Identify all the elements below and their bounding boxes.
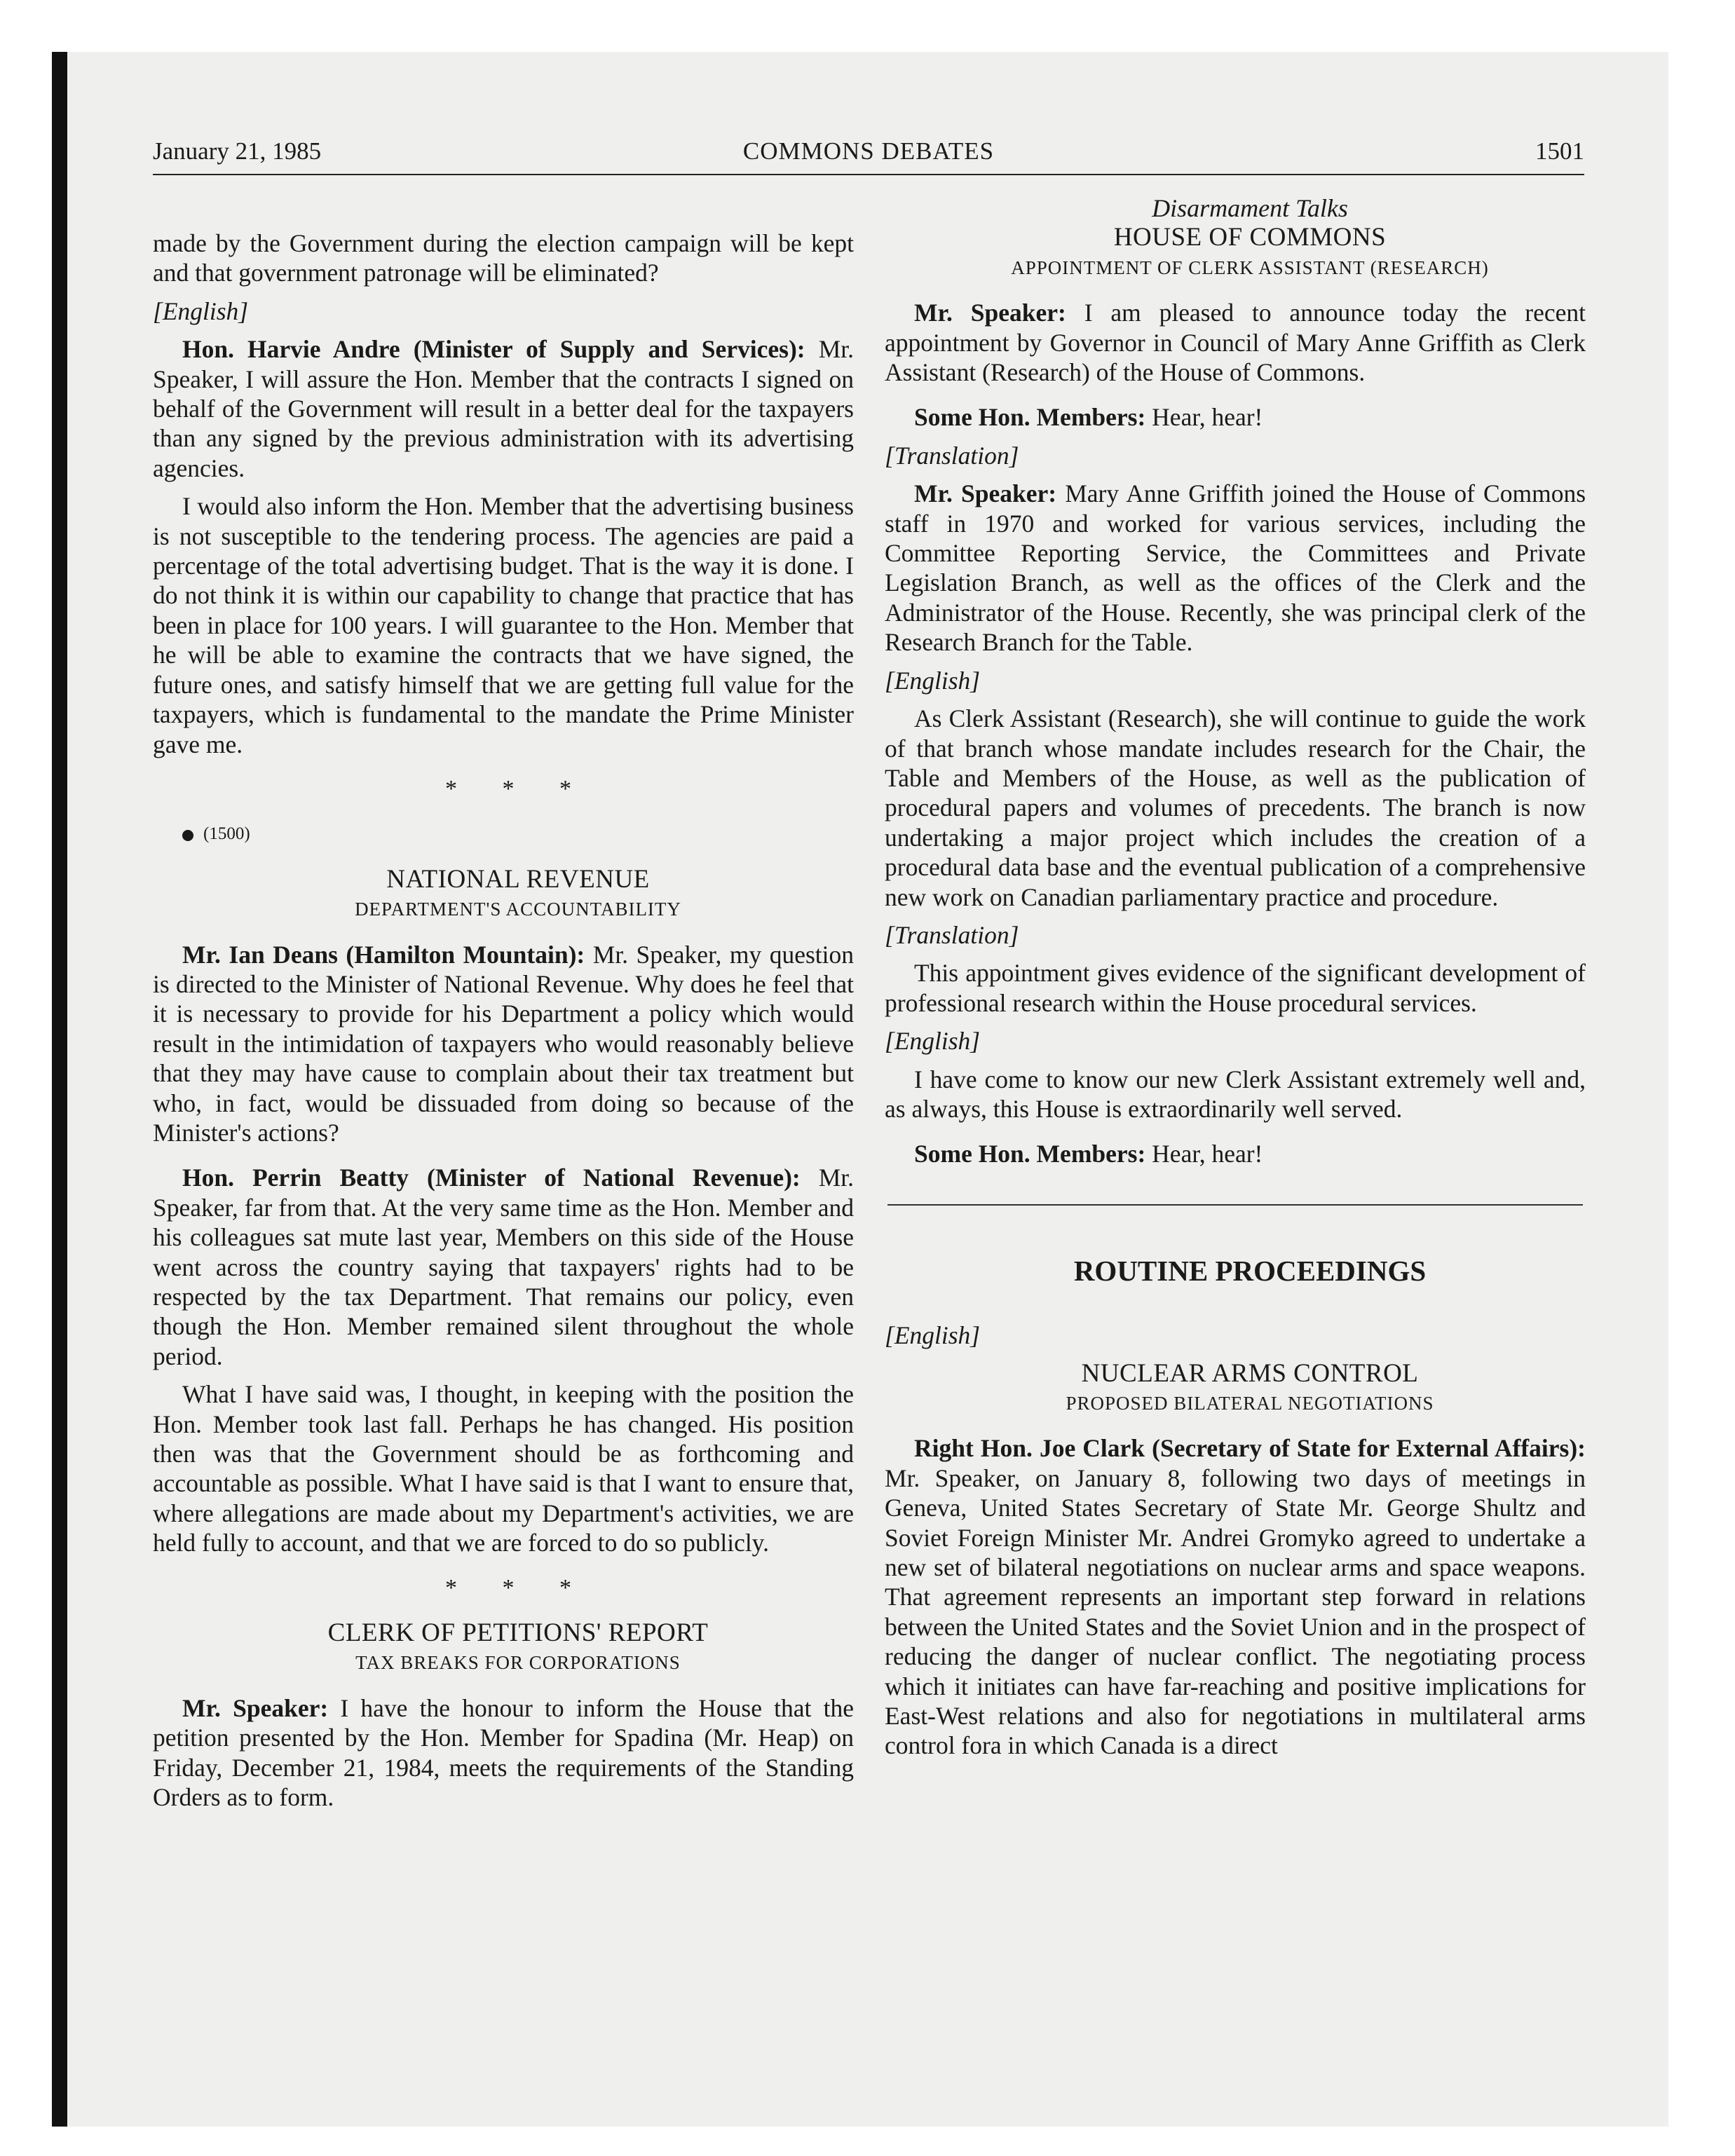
speech-clark [885,1433,1586,1760]
speech-text: Mr. Speaker, on January 8, following two days of meetings in Geneva, United States Secretary of State Mr. George Shultz and Soviet Foreign Minister Mr. Andrei Gromyko agreed to undertake a new set of bilateral negotiations on nuclear arms and space weapons. That agreement represents an important step forward in relations between the United States and the Soviet Union and in the prospect of reducing the danger of nuclear conflict. The negotiating process which it initiates can have far-reaching and positive implications for East-West relations and also for negotiations in multilateral arms control fora in which Canada is a direct [885,1464,1586,1760]
section-subheading: PROPOSED BILATERAL NEGOTIATIONS [1066,1393,1434,1414]
language-marker: [English] [885,666,981,695]
section-subheading: DEPARTMENT'S ACCOUNTABILITY [355,899,681,920]
speech-andre [153,334,854,483]
section-heading: NATIONAL REVENUE [386,864,650,894]
speaker-name: Mr. Speaker: [914,479,1057,508]
speaker-name: Some Hon. Members: [914,403,1146,432]
section-heading: ROUTINE PROCEEDINGS [1073,1254,1427,1287]
speech-beatty [153,1163,854,1371]
section-heading: CLERK OF PETITIONS' REPORT [327,1618,709,1648]
header-date: January 21, 1985 [153,137,322,165]
section-heading: NUCLEAR ARMS CONTROL [1081,1358,1419,1388]
paragraph: What I have said was, I thought, in keeping with the position the Hon. Member took last fall. Perhaps he has changed. His position then was that the Government should be as forthcoming and accountable as possible. What I have said is that I want to ensure that, where allegations are made about my Department's activities, we are held fully to account, and that we are forced to do so publicly. [153,1380,854,1557]
section-separator: * * * [445,775,591,802]
paragraph: I have come to know our new Clerk Assistant extremely well and, as always, this House is extraordinarily well served. [885,1065,1586,1123]
speaker-name: Hon. Perrin Beatty (Minister of National Revenue): [182,1164,801,1192]
speech-text: I am pleased to announce today the recent appointment by Governor in Council of Mary Anne Griffith as Clerk Assistant (Research) of the House of Commons. [885,299,1586,387]
section-subheading: APPOINTMENT OF CLERK ASSISTANT (RESEARCH) [1011,257,1489,278]
speech-text: Mr. Speaker, my question is directed to the Minister of National Revenue. Why does he feel that it is necessary to provide for his Department a policy which would result in the intimidation of taxpayers who would reasonably believe that they may have cause to complain about their tax treatment but who, in fact, would be dissuaded from doing so because of the Minister's actions? [153,940,854,1147]
speaker-name: Some Hon. Members: [914,1140,1146,1168]
members-response [885,1139,1586,1168]
speaker-name: Mr. Ian Deans (Hamilton Mountain): [182,940,585,969]
speech-text: Mary Anne Griffith joined the House of Commons staff in 1970 and worked for various services, including the Committee Reporting Service, the Committees and Private Legislation Branch, as well as the offices of the Clerk and the Administrator of the House. Recently, she was principal clerk of the Research Branch for the Table. [885,479,1586,657]
members-response [885,402,1586,432]
paragraph: As Clerk Assistant (Research), she will continue to guide the work of that branch whose mandate includes research for the Chair, the Table and Members of the House, as well as the publication of procedural papers and volumes of precedents. The branch is now undertaking a major project which includes the creation of a procedural data base and the eventual publication of a comprehensive new work on Canadian parliamentary practice and procedure. [885,704,1586,911]
speaker-name: Right Hon. Joe Clark (Secretary of State for External Affairs): [914,1434,1586,1463]
left-column [153,193,854,1813]
speech-speaker [153,1693,854,1813]
section-heading: HOUSE OF COMMONS [1113,223,1387,252]
speech-text: I have the honour to inform the House that the petition presented by the Hon. Member for Spadina (Mr. Heap) on Friday, December 21, 1984, meets the requirements of the Standing Orders as to form. [153,1693,854,1812]
header-title: COMMONS DEBATES [742,137,995,165]
bullet-icon [182,830,193,841]
speech-text: Mr. Speaker, I will assure the Hon. Member that the contracts I signed on behalf of the Government will result in a better deal for the taxpayers than any signed by the previous administration with its advertising agencies. [153,335,854,482]
language-marker: [English] [153,296,249,325]
speech-text: Hear, hear! [1152,1140,1263,1168]
running-header [153,137,1584,174]
paragraph: made by the Government during the election campaign will be kept and that government patronage will be eliminated? [153,229,854,287]
speech-speaker [885,479,1586,657]
language-marker: [Translation] [885,920,1019,949]
speech-text: Hear, hear! [1152,403,1263,432]
header-rule [153,174,1584,175]
speech-deans [153,940,854,1148]
binding-edge [52,52,67,2127]
language-marker: [English] [885,1321,981,1350]
section-separator: * * * [445,1574,591,1601]
speaker-name: Mr. Speaker: [182,1693,329,1722]
paragraph: This appointment gives evidence of the significant development of professional research within the House procedural services. [885,959,1586,1017]
section-subheading: TAX BREAKS FOR CORPORATIONS [355,1652,681,1674]
topic-title: Disarmament Talks [1152,194,1348,222]
speech-speaker [885,298,1586,387]
paragraph: I would also inform the Hon. Member that the advertising business is not susceptible to the tendering process. The agencies are paid a percentage of the total advertising budget. That is the way it is done. I do not think it is within our capability to change that practice that has been in place for 100 years. I will guarantee to the Hon. Member that he will be able to examine the contracts that we have signed, the future ones, and satisfy himself that we are getting full value for the taxpayers, which is fundamental to the mandate the Prime Minister gave me. [153,492,854,758]
speaker-name: Hon. Harvie Andre (Minister of Supply and Services): [182,335,805,364]
speech-text: Mr. Speaker, far from that. At the very same time as the Hon. Member and his colleagues sat mute last year, Members on this side of the House went across the country saying that taxpayers' rights had to be respected by the tax Department. That remains our policy, even though the Hon. Member remained silent throughout the whole period. [153,1164,855,1370]
page-number: 1501 [1535,137,1584,165]
timestamp: (1500) [153,819,854,849]
language-marker: [Translation] [885,441,1019,470]
right-column [885,193,1586,1761]
language-marker: [English] [885,1027,981,1056]
speaker-name: Mr. Speaker: [914,299,1066,327]
